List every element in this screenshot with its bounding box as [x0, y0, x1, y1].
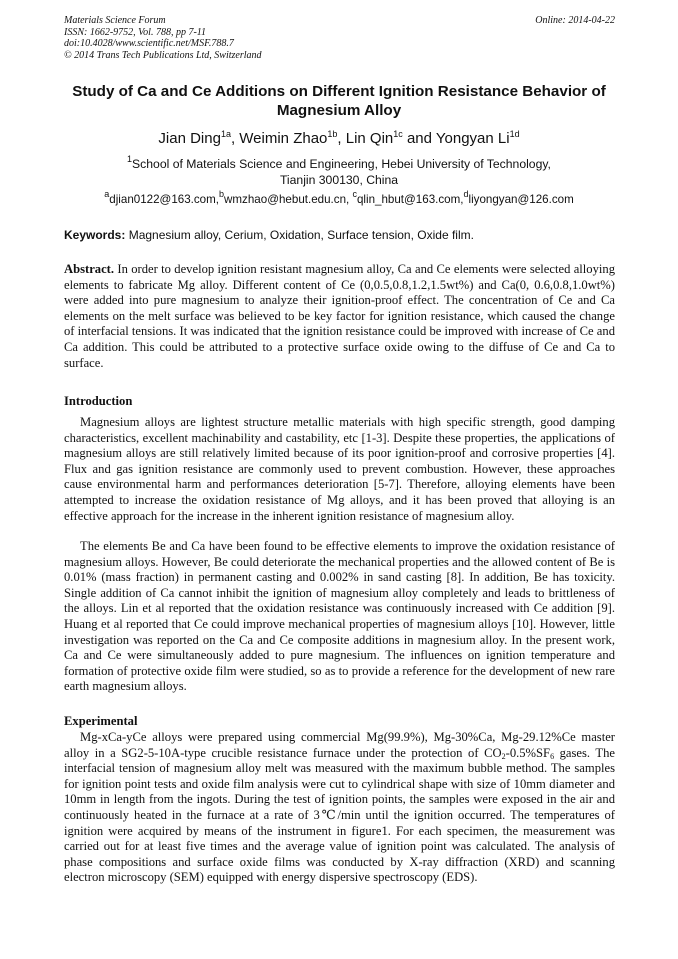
- keywords: [64, 228, 615, 243]
- affiliation-line: School of Materials Science and Engineering, Hebei University of Technology,: [132, 157, 551, 171]
- subscript: 2: [501, 751, 506, 761]
- section-heading-experimental: Experimental: [64, 714, 138, 728]
- email-link[interactable]: djian0122@163.com,: [109, 193, 220, 206]
- author-name: Jian Ding: [158, 130, 221, 147]
- paragraph: [64, 730, 615, 886]
- text-run: Mg-xCa-yCe alloys were prepared using commercial Mg(99.9%), Mg-30%Ca, Mg-29.12%Ce master alloy in a SG2-5-10A-type crucible resistance furnace under the protection of CO: [64, 730, 615, 760]
- author-name: Yongyan Li: [435, 130, 510, 147]
- abstract-text: In order to develop ignition resistant magnesium alloy, Ca and Ce elements were selected alloying elements to fabricate Mg alloy. Different content of Ce (0,0.5,0.8,1.2,1.5wt%) and Ca(0, 0.6,0.8,1.0wt%) were added into pure magnesium to analyze their ignition-proof effect. The concentration of Ce and Ca elements on the melt surface was believed to be key factor for ignition resistance, which caused the change of interfacial tensions. It was indicated that the ignition resistance could be improved with increase of Ce and Ca addition. This could be attributed to a protective surface oxide owing to the diffuse of Ce and Ca to surface.: [64, 262, 615, 370]
- issn-line: ISSN: 1662-9752, Vol. 788, pp 7-11: [64, 26, 207, 38]
- email-sup: d: [463, 189, 469, 199]
- author-separator: ,: [230, 130, 240, 147]
- author-name: Lin Qin: [345, 130, 394, 147]
- online-date: Online: 2014-04-22: [535, 15, 615, 26]
- text-run: -0.5%SF: [505, 745, 551, 760]
- email-link[interactable]: qlin_hbut@163.com,: [356, 193, 464, 206]
- subscript: 6: [550, 751, 555, 761]
- journal-header: [64, 15, 615, 61]
- email-sup: a: [104, 189, 110, 199]
- affiliation: [80, 156, 598, 188]
- abstract-label: Abstract.: [64, 262, 115, 276]
- paper-title: Study of Ca and Ce Additions on Different Ignition Resistance Behavior of Magnesium Alloy: [72, 83, 606, 119]
- email-sup: b: [219, 189, 225, 199]
- affiliation-line: Tianjin 300130, China: [279, 173, 399, 187]
- email-list: [40, 189, 638, 207]
- author-sup: 1d: [509, 129, 520, 139]
- author-and: and: [402, 130, 436, 147]
- author-list: [30, 130, 648, 148]
- affiliation-sup: 1: [127, 154, 133, 164]
- paragraph: Magnesium alloys are lightest structure metallic materials with high specific strength, good damping characteristics, excellent machinability and castability, etc [1-3]. Despite these properties, the applications of magnesium alloys are still relatively limited because of its poor ignition-proof and corrosive properties [4]. Flux and gas ignition resistance are commonly used to prevent combustion. However, these approaches cause environmental harm and performances deterioration [5-7]. Therefore, alloying elements have been attempted to increase the oxidation resistance of Mg alloys, and it has been proved that alloying is an effective approach for the increase in the inherent ignition resistance of magnesium alloy.: [64, 415, 615, 523]
- doi-link[interactable]: doi:10.4028/www.scientific.net/MSF.788.7: [64, 38, 234, 50]
- author-separator: ,: [337, 130, 346, 147]
- abstract: [64, 262, 615, 371]
- email-sup: c: [352, 189, 357, 199]
- keywords-text: Magnesium alloy, Cerium, Oxidation, Surface tension, Oxide film.: [128, 228, 474, 242]
- journal-name: Materials Science Forum: [64, 15, 166, 26]
- text-run: gases. The interfacial tension of magnesium alloy melt was measured with the maximum bubble method. The samples for ignition point tests and oxide film analysis were cut to cylindrical shape with size of 10mm diameter and 10mm in length from the ingots. During the test of ignition points, the samples were exposed in the air and continuously heated in the furnace at a rate of 3℃/min until the ignition occurred. The temperatures of ignition were acquired by means of the instrument in figure1. For each specimen, the measurement was carried out for at least five times and the average value of ignition point was calculated. The analysis of phase compositions and surface oxide films was conducted by X-ray diffraction (XRD) and scanning electron microscopy (SEM) equipped with energy dispersive spectroscopy (EDS).: [64, 745, 615, 885]
- keywords-label: Keywords:: [64, 228, 126, 242]
- email-link[interactable]: wmzhao@hebut.edu.cn,: [224, 193, 353, 206]
- author-sup: 1c: [393, 129, 403, 139]
- author-sup: 1b: [327, 129, 338, 139]
- copyright-line: © 2014 Trans Tech Publications Ltd, Switzerland: [64, 49, 262, 61]
- paragraph: The elements Be and Ca have been found to be effective elements to improve the oxidation resistance of magnesium alloys. However, Be could deteriorate the mechanical properties and the allowed content of Be is 0.01% (mass fraction) in permanent casting and 0.002% in sand casting [8]. In addition, Be has toxicity. Single addition of Ca cannot inhibit the ignition of magnesium alloy completely and leads to brittleness of the alloys. Lin et al reported that the oxidation resistance was continuously increased with Ce addition [9]. Huang et al reported that Ce could improve mechanical properties of magnesium alloys [10]. However, little investigation was reported on the Ca and Ce composite additions in magnesium alloy. In the present work, Ca and Ce were simultaneously added to pure magnesium. The influences on ignition temperature and formation of protective oxide film were studied, so as to provide a reference for the development of new rare earth magnesium alloys.: [64, 539, 615, 694]
- email-link[interactable]: liyongyan@126.com: [468, 193, 574, 206]
- author-sup: 1a: [220, 129, 231, 139]
- author-name: Weimin Zhao: [239, 130, 328, 147]
- section-heading-introduction: Introduction: [64, 394, 133, 408]
